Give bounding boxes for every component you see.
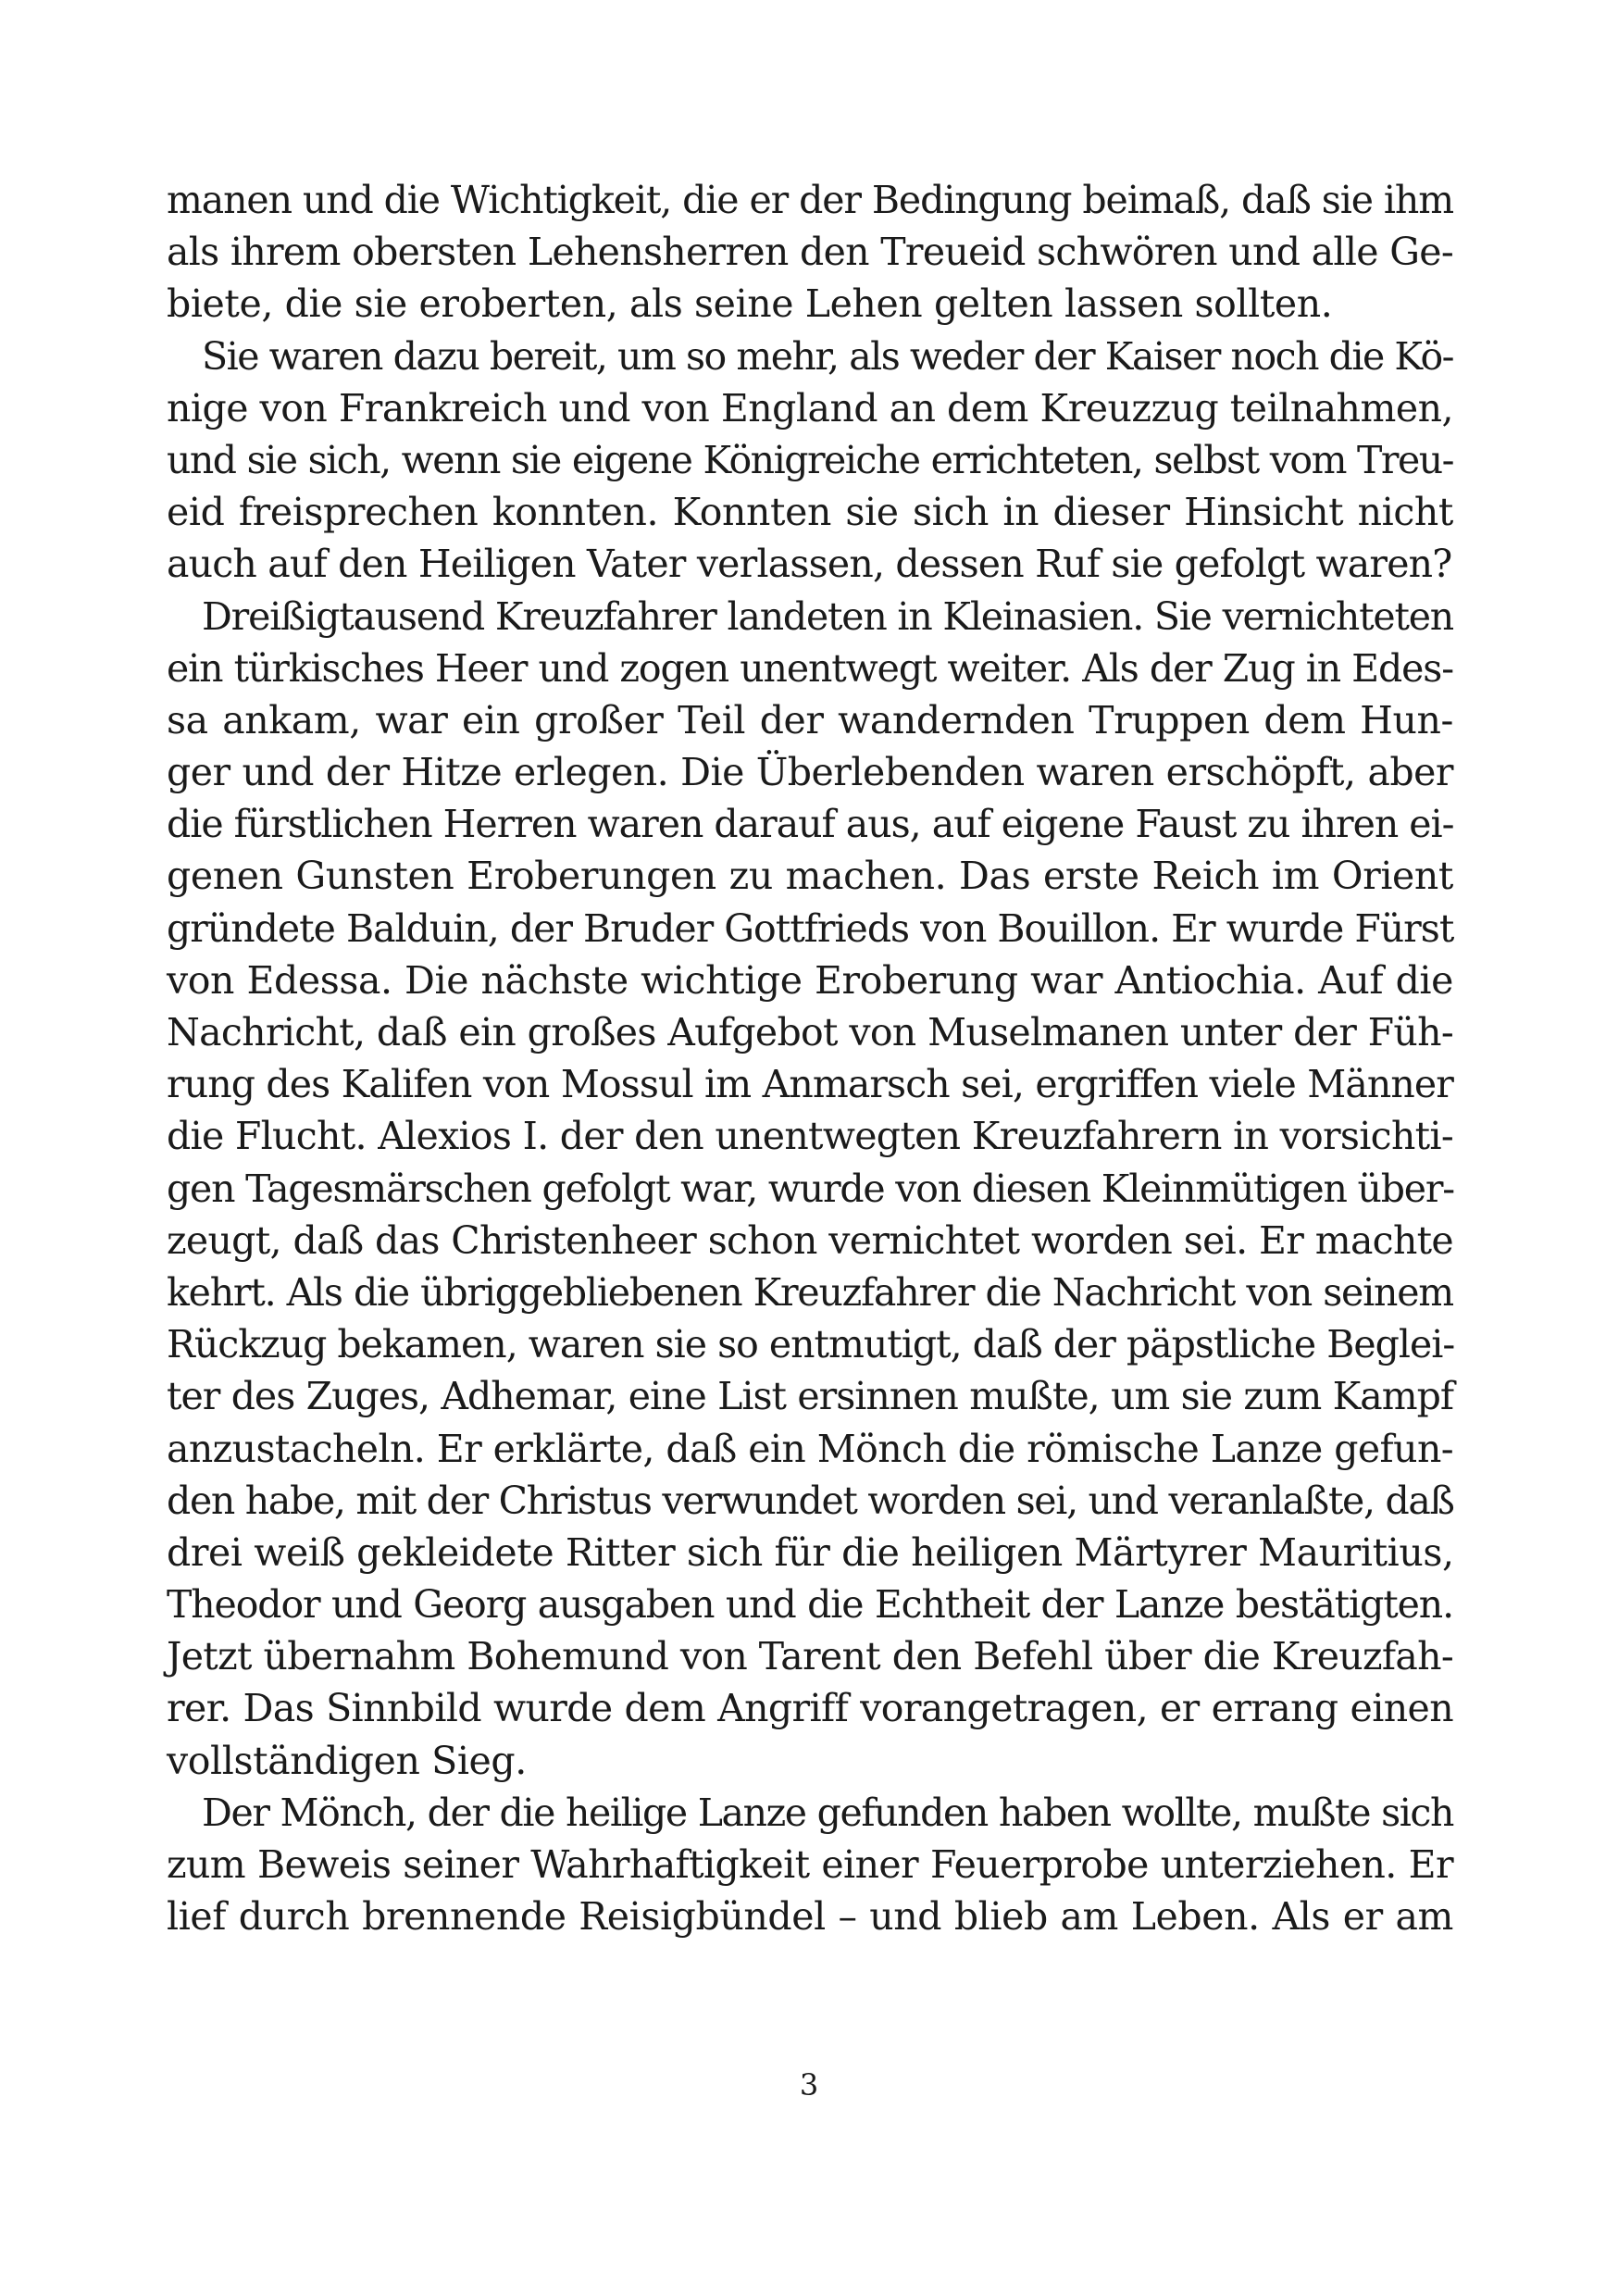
text-line: biete, die sie eroberten, als seine Lehen gelten lassen sollten. [167, 281, 1333, 327]
text-line: gründete Balduin, der Bruder Gottfrieds von Bouillon. Er wurde Fürst [167, 905, 1454, 951]
text-line: zeugt, daß das Christenheer schon vernichtet worden sei. Er machte [167, 1217, 1453, 1263]
text-line: ein türkisches Heer und zogen unentwegt weiter. Als der Zug in Edes- [167, 645, 1453, 691]
body-text [167, 174, 1453, 1942]
text-line: Sie waren dazu bereit, um so mehr, als weder der Kaiser noch die Kö- [202, 333, 1453, 379]
text-line: nige von Frankreich und von England an dem Kreuzzug teilnahmen, [167, 385, 1454, 430]
text-line: Dreißigtausend Kreuzfahrer landeten in Kleinasien. Sie vernichteten [202, 593, 1453, 639]
text-line: den habe, mit der Christus verwundet worden sei, und veranlaßte, daß [167, 1478, 1454, 1523]
text-line: eid freisprechen konnten. Konnten sie sich in dieser Hinsicht nicht [167, 490, 1453, 535]
text-line: zum Beweis seiner Wahrhaftigkeit einer Feuerprobe unterziehen. Er [167, 1842, 1453, 1887]
text-line: die Flucht. Alexios I. der den unentwegten Kreuzfahrern in vorsichti- [167, 1114, 1453, 1159]
text-line: und sie sich, wenn sie eigene Königreiche errichteten, selbst vom Treu- [167, 437, 1453, 482]
text-line: manen und die Wichtigkeit, die er der Bedingung beimaß, daß sie ihm [167, 178, 1453, 222]
text-line: Jetzt übernahm Bohemund von Tarent den Befehl über die Kreuzfah- [167, 1634, 1453, 1679]
text-line: von Edessa. Die nächste wichtige Eroberung war Antiochia. Auf die [167, 957, 1453, 1003]
text-line: Nachricht, daß ein großes Aufgebot von Muselmanen unter der Füh- [167, 1010, 1453, 1054]
paragraph [167, 174, 1453, 331]
text-line: ger und der Hitze erlegen. Die Überlebenden waren erschöpft, aber [167, 750, 1453, 795]
text-line: gen Tagesmärschen gefolgt war, wurde von diesen Kleinmütigen über- [167, 1166, 1454, 1211]
text-line: anzustacheln. Er erklärte, daß ein Mönch die römische Lanze gefun- [167, 1426, 1453, 1471]
text-line: rer. Das Sinnbild wurde dem Angriff vorangetragen, er errang einen [167, 1686, 1453, 1731]
text-line: auch auf den Heiligen Vater verlassen, dessen Ruf sie gefolgt waren? [167, 542, 1452, 587]
paragraph [167, 591, 1453, 1787]
text-line: sa ankam, war ein großer Teil der wandernden Truppen dem Hun- [167, 697, 1453, 742]
text-line: Theodor und Georg ausgaben und die Echtheit der Lanze bestätigten. [167, 1582, 1453, 1628]
text-line: genen Gunsten Eroberungen zu machen. Das erste Reich im Orient [167, 854, 1453, 899]
text-line: Rückzug bekamen, waren sie so entmutigt, daß der päpstliche Beglei- [167, 1322, 1455, 1367]
text-line: lief durch brennende Reisigbündel – und blieb am Leben. Als er am [167, 1894, 1453, 1940]
text-line: vollständigen Sieg. [167, 1738, 527, 1783]
paragraph [167, 1787, 1453, 1943]
text-line: Der Mönch, der die heilige Lanze gefunden haben wollte, mußte sich [202, 1790, 1453, 1835]
paragraph [167, 331, 1453, 591]
text-line: drei weiß gekleidete Ritter sich für die heiligen Märtyrer Mauritius, [167, 1529, 1454, 1575]
text-line: kehrt. Als die übriggebliebenen Kreuzfahrer die Nachricht von seinem [167, 1269, 1453, 1315]
text-line: die fürstlichen Herren waren darauf aus, auf eigene Faust zu ihren ei- [167, 802, 1454, 847]
text-line: rung des Kalifen von Mossul im Anmarsch sei, ergriffen viele Männer [167, 1062, 1453, 1107]
text-line: als ihrem obersten Lehensherren den Treueid schwören und alle Ge- [167, 230, 1453, 275]
page-number: 3 [799, 2067, 819, 2103]
text-line: ter des Zuges, Adhemar, eine List ersinnen mußte, um sie zum Kampf [167, 1374, 1453, 1419]
